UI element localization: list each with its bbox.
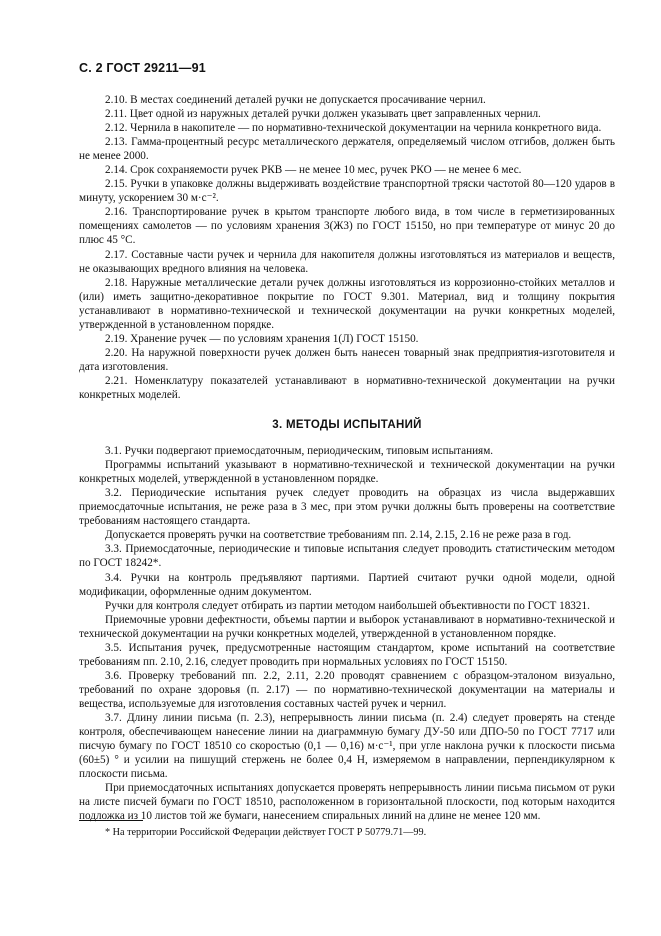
paragraph-3-1: 3.1. Ручки подвергают приемосдаточным, периодическим, типовым испытаниям. <box>105 445 494 458</box>
document-body <box>79 93 615 823</box>
paragraph-3-7-acceptance: При приемосдаточных испытаниях допускается проверять непрерывность линии письма письмом от руки на листе писчей бумаги по ГОСТ 18510, расположенном в горизонтальной плоскости, под которым находится подложка из 10 листов той же бумаги, нанесением спиральных линий на длине не менее 120 мм. <box>79 782 615 823</box>
paragraph-2-10: 2.10. В местах соединений деталей ручки не допускается просачивание чернил. <box>105 94 486 106</box>
paragraph-3-2-allowance: Допускается проверять ручки на соответствие требованиям пп. 2.14, 2.15, 2.16 не реже раза в год. <box>105 529 572 542</box>
paragraph-2-11: 2.11. Цвет одной из наружных деталей ручки должен указывать цвет заправленных чернил. <box>105 108 541 121</box>
paragraph-2-18: 2.18. Наружные металлические детали ручек должны изготовляться из коррозионно-стойких металлов и (или) иметь защитно-декоративное покрытие по ГОСТ 9.301. Материал, вид и толщину покрытия устанавливают в нормативно-технической и технической документации на ручки конкретных моделей, утвержденной в установленном порядке. <box>79 276 615 331</box>
paragraph-2-13: 2.13. Гамма-процентный ресурс металлического держателя, определяемый числом отгибов, должен быть не менее 2000. <box>79 136 615 163</box>
paragraph-2-14: 2.14. Срок сохраняемости ручек РКВ — не менее 10 мес, ручек РКО — не менее 6 мес. <box>105 164 522 177</box>
paragraph-3-3: 3.3. Приемосдаточные, периодические и типовые испытания следует проводить статистическим методом по ГОСТ 18242*. <box>79 543 615 570</box>
footnote-divider <box>79 820 143 821</box>
page-header: С. 2 ГОСТ 29211—91 <box>79 61 206 75</box>
paragraph-3-7: 3.7. Длину линии письма (п. 2.3), непрерывность линии письма (п. 2.4) следует проверять на стенде контроля, обеспечивающем нанесение линии на диаграммную бумагу ДУ-50 или ДПО-50 по ГОСТ 7717 или писчую бумагу по ГОСТ 18510 со скоростью (0,1 — 0,16) м·с⁻¹, при угле наклона ручки к плоскости письма (60±5) ° и усилии на пишущий стержень не более 0,4 Н, измеряемом в направлении, перпендикулярном к плоскости письма. <box>79 711 615 781</box>
paragraph-2-19: 2.19. Хранение ручек — по условиям хранения 1(Л) ГОСТ 15150. <box>105 332 419 345</box>
paragraph-2-12: 2.12. Чернила в накопителе — по нормативно-технической документации на чернила конкретного вида. <box>105 122 602 135</box>
paragraph-3-2: 3.2. Периодические испытания ручек следует проводить на образцах из числа выдержавших приемосдаточные испытания, не реже раза в 3 мес, при этом ручки должны быть проверены на соответствие требованиям настоящего стандарта. <box>79 487 615 528</box>
paragraph-2-16: 2.16. Транспортирование ручек в крытом транспорте любого вида, в том числе в герметизированных помещениях самолетов — по условиям хранения 3(Ж3) по ГОСТ 15150, но при температуре от минус 20 до плюс 45 °С. <box>79 206 615 247</box>
paragraph-3-4-sampling: Ручки для контроля следует отбирать из партии методом наибольшей объективности по ГОСТ 18321. <box>105 599 590 612</box>
paragraph-2-21: 2.21. Номенклатуру показателей устанавливают в нормативно-технической документации на ручки конкретных моделей. <box>79 374 615 401</box>
paragraph-2-17: 2.17. Составные части ручек и чернила для накопителя должны изготовляться из материалов и веществ, не оказывающих вредного влияния на человека. <box>79 248 615 275</box>
paragraph-3-4-acceptance: Приемочные уровни дефектности, объемы партии и выборок устанавливают в нормативно-технической и технической документации на ручки конкретных моделей, утвержденной в установленном порядке. <box>79 613 615 640</box>
footnote: * На территории Российской Федерации действует ГОСТ Р 50779.71—99. <box>105 827 427 838</box>
paragraph-2-20: 2.20. На наружной поверхности ручек должен быть нанесен товарный знак предприятия-изготовителя и дата изготовления. <box>79 346 615 373</box>
paragraph-3-5: 3.5. Испытания ручек, предусмотренные настоящим стандартом, кроме испытаний на соответствие требованиям пп. 2.10, 2.16, следует проводить при нормальных условиях по ГОСТ 15150. <box>79 641 615 668</box>
paragraph-3-1-programs: Программы испытаний указывают в нормативно-технической и технической документации на ручки конкретных моделей, утвержденной в установленном порядке. <box>79 459 615 486</box>
paragraph-3-6: 3.6. Проверку требований пп. 2.2, 2.11, 2.20 проводят сравнением с образцом-эталоном визуально, требований по охране здоровья (п. 2.17) — по нормативно-технической документации на материалы и вещества, используемые для изготовления составных частей ручек и чернил. <box>79 669 615 710</box>
paragraph-3-4: 3.4. Ручки на контроль предъявляют партиями. Партией считают ручки одной модели, одной модификации, оформленные одним документом. <box>79 571 615 598</box>
section-title: 3. МЕТОДЫ ИСПЫТАНИЙ <box>272 419 422 432</box>
paragraph-2-15: 2.15. Ручки в упаковке должны выдерживать воздействие транспортной тряски частотой 80—120 ударов в минуту, ускорением 30 м·с⁻². <box>79 178 615 205</box>
